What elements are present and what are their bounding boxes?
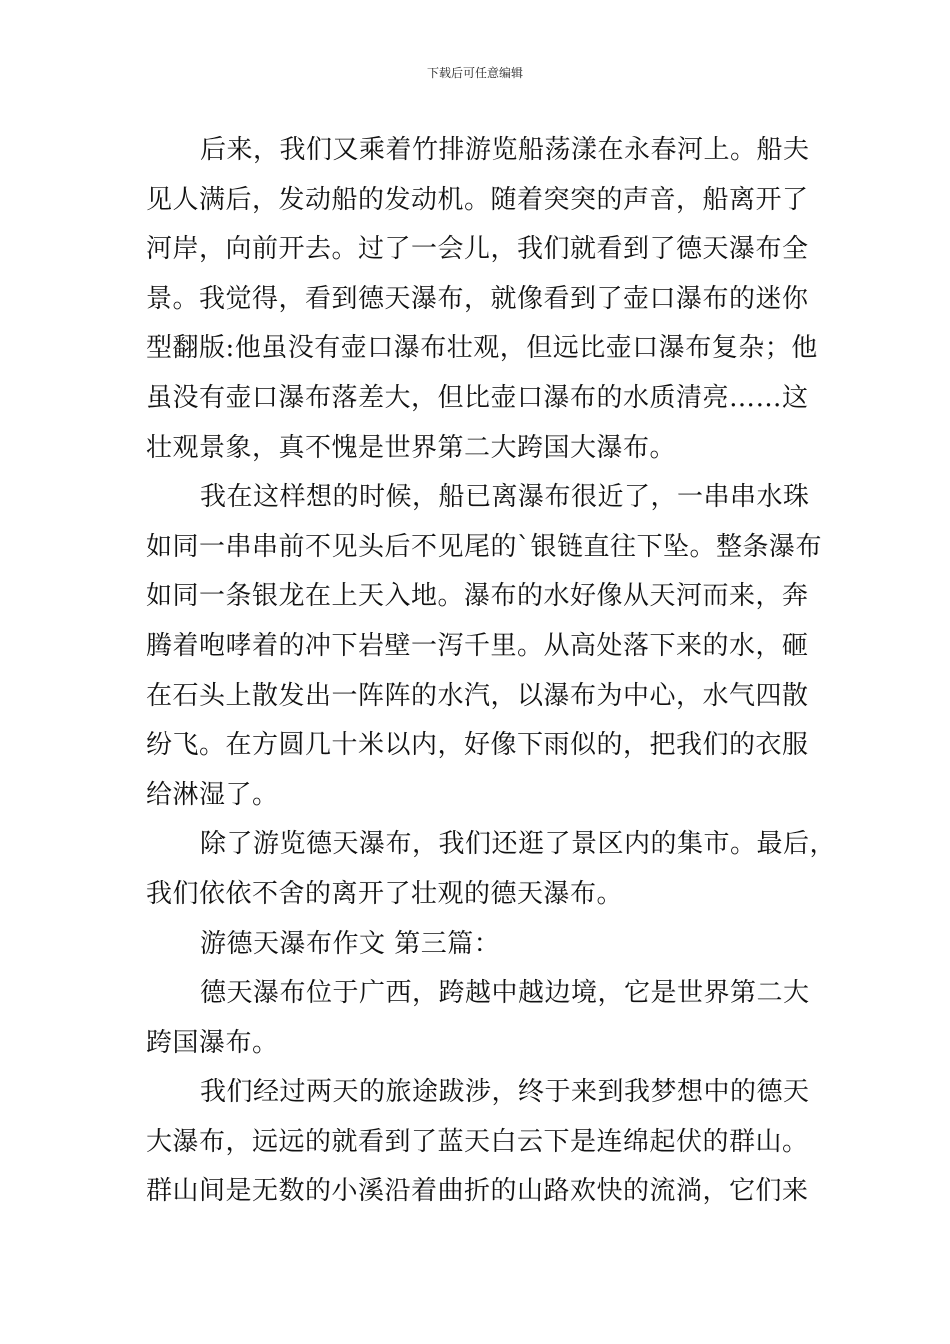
- text-line: 在石头上散发出一阵阵的水汽，以瀑布为中心，水气四散: [146, 680, 809, 711]
- text-line: 型翻版:他虽没有壶口瀑布壮观，但远比壶口瀑布复杂；他: [146, 333, 818, 364]
- text-line: 我们经过两天的旅途跋涉，终于来到我梦想中的德天: [200, 1077, 810, 1108]
- text-line: 大瀑布，远远的就看到了蓝天白云下是连绵起伏的群山。: [146, 1126, 809, 1157]
- text-line: 给淋湿了。: [146, 779, 279, 810]
- page-header: 下载后可任意编辑: [426, 66, 523, 80]
- text-line: 如同一串串前不见头后不见尾的`银链直往下坠。整条瀑布: [146, 531, 823, 562]
- text-line: 群山间是无数的小溪沿着曲折的山路欢快的流淌，它们来: [146, 1176, 809, 1207]
- text-line: 后来，我们又乘着竹排游览船荡漾在永春河上。船夫: [200, 135, 810, 165]
- text-line: 腾着咆哮着的冲下岩壁一泻千里。从高处落下来的水，砸: [146, 630, 809, 661]
- text-line: 除了游览德天瀑布，我们还逛了景区内的集市。最后，: [200, 829, 837, 860]
- text-line: 如同一条银龙在上天入地。瀑布的水好像从天河而来，奔: [146, 581, 809, 612]
- document-body: [146, 126, 837, 1217]
- text-line: 虽没有壶口瀑布落差大，但比壶口瀑布的水质清亮……这: [146, 382, 809, 413]
- text-line: 纷飞。在方圆几十米以内，好像下雨似的，把我们的衣服: [146, 730, 809, 761]
- text-line: 我们依依不舍的离开了壮观的德天瀑布。: [146, 878, 624, 909]
- text-line: 景。我觉得，看到德天瀑布，就像看到了壶口瀑布的迷你: [146, 283, 809, 314]
- text-line: 德天瀑布位于广西，跨越中越边境，它是世界第二大: [200, 978, 810, 1009]
- text-line: 游德天瀑布作文 第三篇：: [200, 928, 501, 959]
- text-line: 跨国瀑布。: [146, 1027, 279, 1058]
- text-line: 河岸，向前开去。过了一会儿，我们就看到了德天瀑布全: [146, 234, 809, 265]
- text-line: 我在这样想的时候，船已离瀑布很近了，一串串水珠: [200, 482, 810, 513]
- text-line: 见人满后，发动船的发动机。随着突突的声音，船离开了: [146, 184, 809, 215]
- text-line: 壮观景象，真不愧是世界第二大跨国大瀑布。: [146, 432, 677, 463]
